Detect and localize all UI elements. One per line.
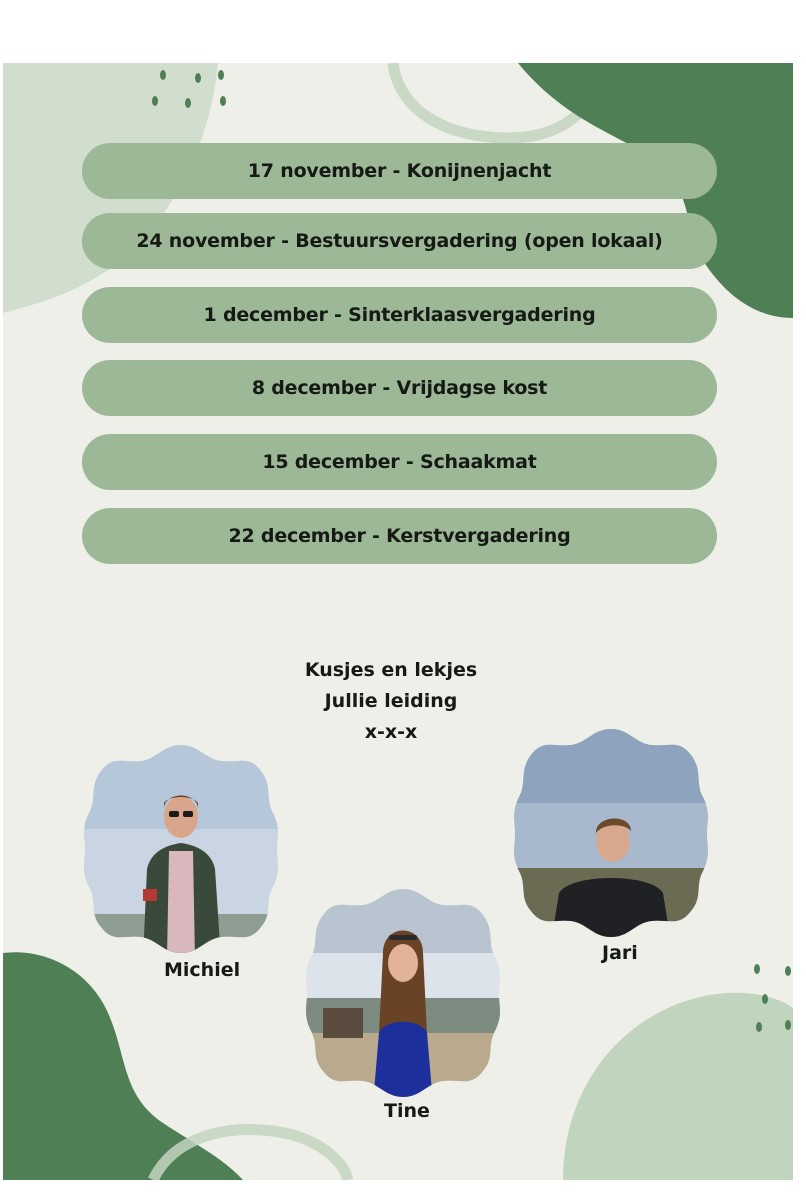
photo-tine bbox=[303, 883, 503, 1103]
photo-jari bbox=[511, 723, 711, 943]
name-michiel: Michiel bbox=[164, 959, 241, 981]
closing-message bbox=[291, 655, 491, 748]
blob-bottom-left bbox=[3, 952, 243, 1180]
closing-line-1: Kusjes en lekjes bbox=[304, 659, 478, 681]
poster bbox=[3, 63, 793, 1180]
schedule-row-3: 1 december - Sinterklaasvergadering bbox=[82, 287, 717, 343]
name-tine: Tine bbox=[384, 1100, 430, 1122]
photo-michiel bbox=[81, 739, 281, 959]
closing-line-2: Jullie leiding bbox=[324, 690, 458, 712]
closing-line-3: x-x-x bbox=[364, 721, 418, 743]
schedule-row-2: 24 november - Bestuursvergadering (open lokaal) bbox=[82, 213, 717, 269]
name-jari: Jari bbox=[602, 942, 638, 964]
schedule-row-4: 8 december - Vrijdagse kost bbox=[82, 360, 717, 416]
schedule-row-5: 15 december - Schaakmat bbox=[82, 434, 717, 490]
schedule-row-6: 22 december - Kerstvergadering bbox=[82, 508, 717, 564]
blob-bottom-right bbox=[563, 993, 793, 1180]
schedule-row-1: 17 november - Konijnenjacht bbox=[82, 143, 717, 199]
